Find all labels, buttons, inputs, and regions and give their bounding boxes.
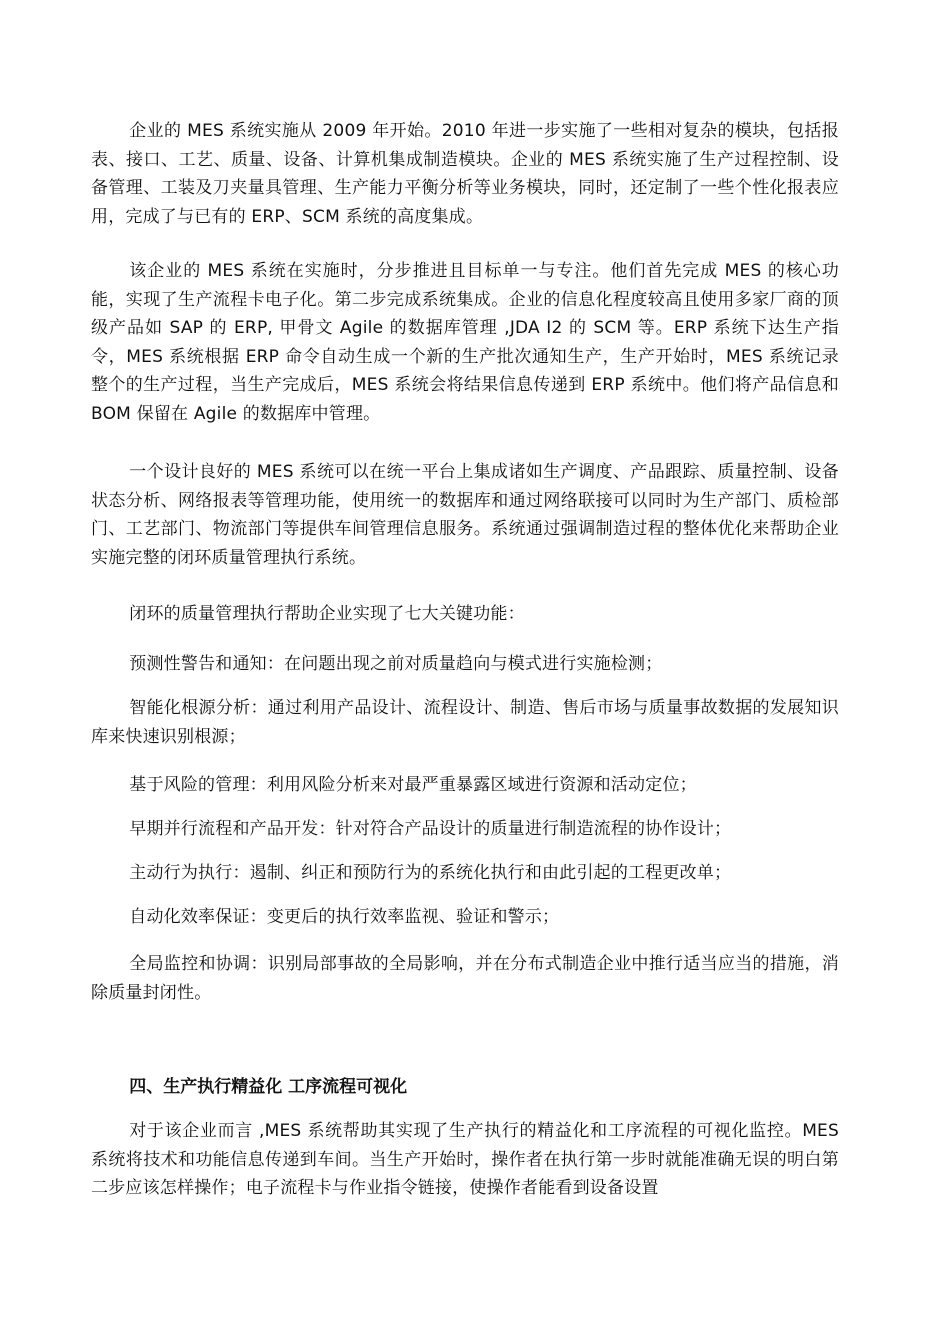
section-heading: 四、生产执行精益化 工序流程可视化 xyxy=(129,1077,408,1097)
list-item-risk-management: 基于风险的管理：利用风险分析来对最严重暴露区域进行资源和活动定位； xyxy=(129,775,697,795)
paragraph-lean-execution: 对于该企业而言 ,MES 系统帮助其实现了生产执行的精益化和工序流程的可视化监控。MES 系统将技术和功能信息传递到车间。当生产开始时，操作者在执行第一步时就能准确无误的明白第二步应该怎样操作；电子流程卡与作业指令链接，使操作者能看到设备设置 xyxy=(91,1121,839,1199)
paragraph-well-designed-mes: 一个设计良好的 MES 系统可以在统一平台上集成诸如生产调度、产品跟踪、质量控制、设备状态分析、网络报表等管理功能，使用统一的数据库和通过网络联接可以同时为生产部门、质检部门、工艺部门、物流部门等提供车间管理信息服务。系统通过强调制造过程的整体优化来帮助企业实施完整的闭环质量管理执行系统。 xyxy=(91,462,839,568)
list-item-global-monitoring: 全局监控和协调：识别局部事故的全局影响，并在分布式制造企业中推行适当应当的措施，消除质量封闭性。 xyxy=(91,954,839,1003)
paragraph-phased-rollout: 该企业的 MES 系统在实施时，分步推进且目标单一与专注。他们首先完成 MES 的核心功能，实现了生产流程卡电子化。第二步完成系统集成。企业的信息化程度较高且使用多家厂商的顶级产品如 SAP 的 ERP, 甲骨文 Agile 的数据库管理 ,JDA I2 的 SCM 等。ERP 系统下达生产指令，MES 系统根据 ERP 命令自动生成一个新的生产批次通知生产，生产开始时，MES 系统记录整个的生产过程，当生产完成后，MES 系统会将结果信息传递到 ERP 系统中。他们将产品信息和 BOM 保留在 Agile 的数据库中管理。 xyxy=(91,261,839,424)
paragraph-seven-key-functions: 闭环的质量管理执行帮助企业实现了七大关键功能： xyxy=(129,604,525,624)
list-item-predictive-warning: 预测性警告和通知：在问题出现之前对质量趋向与模式进行实施检测； xyxy=(129,654,663,674)
list-item-efficiency-assurance: 自动化效率保证：变更后的执行效率监视、验证和警示； xyxy=(129,907,560,927)
paragraph-mes-implementation-history: 企业的 MES 系统实施从 2009 年开始。2010 年进一步实施了一些相对复杂的模块，包括报表、接口、工艺、质量、设备、计算机集成制造模块。企业的 MES 系统实施了生产过程控制、设备管理、工装及刀夹量具管理、生产能力平衡分析等业务模块，同时，还定制了一些个性化报表应用，完成了与已有的 ERP、SCM 系统的高度集成。 xyxy=(91,121,839,227)
list-item-parallel-development: 早期并行流程和产品开发：针对符合产品设计的质量进行制造流程的协作设计； xyxy=(129,819,732,839)
list-item-proactive-execution: 主动行为执行：遏制、纠正和预防行为的系统化执行和由此引起的工程更改单； xyxy=(129,863,732,883)
list-item-root-cause-analysis: 智能化根源分析：通过利用产品设计、流程设计、制造、售后市场与质量事故数据的发展知识库来快速识别根源； xyxy=(91,698,839,747)
